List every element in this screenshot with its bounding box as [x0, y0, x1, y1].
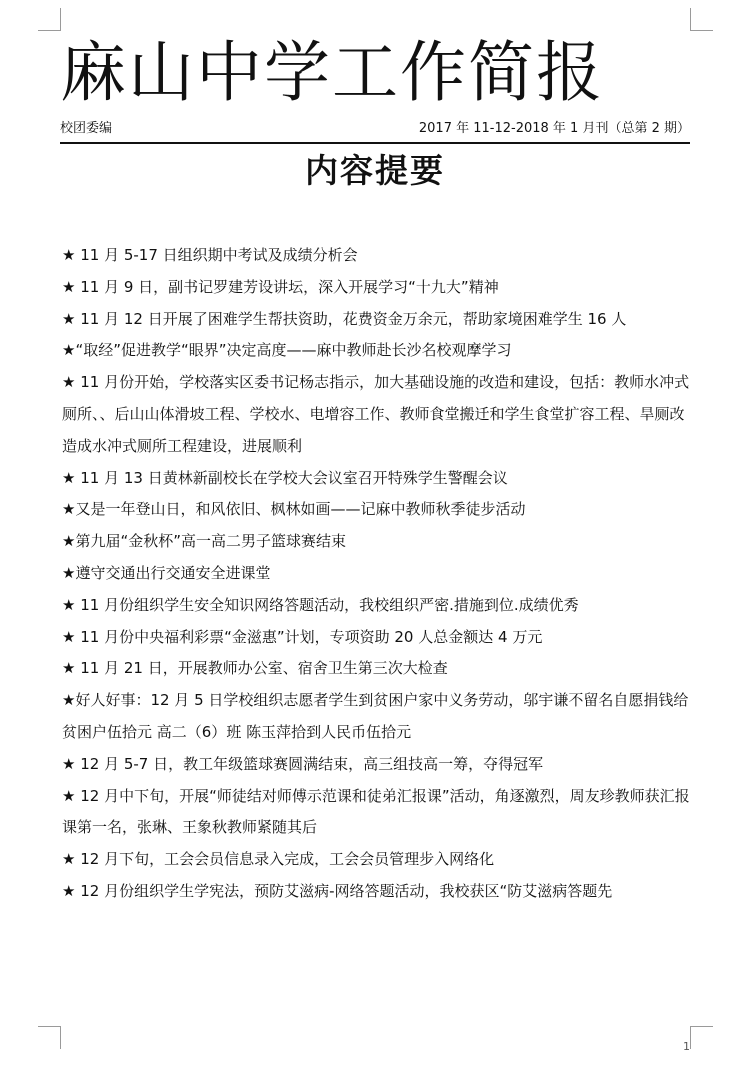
summary-item-text: 第九届“金秋杯”高一高二男子篮球赛结束 — [75, 532, 346, 551]
summary-item-text: 12 月下旬，工会会员信息录入完成，工会会员管理步入网络化 — [75, 850, 495, 869]
summary-item — [62, 494, 698, 526]
summary-item-text: 11 月份开始，学校落实区委书记杨志指示，加大基础设施的改造和建设，包括：教师水冲式厕所、、后山山体滑坡工程、学校水、电增容工作、教师食堂搬迁和学生食堂扩容工程、旱厕改造成水冲式厕所工程建设，进展顺利 — [62, 373, 690, 455]
summary-item — [62, 463, 698, 495]
summary-item-text: 11 月份中央福利彩票“金滋惠”计划，专项资助 20 人总金额达 4 万元 — [75, 627, 543, 646]
summary-item-text: 11 月 13 日黄林新副校长在学校大会议室召开特殊学生警醒会议 — [75, 468, 508, 487]
summary-item — [62, 781, 698, 845]
summary-item — [62, 685, 698, 749]
star-bullet-icon: ★ — [62, 341, 76, 360]
crop-mark-top-left — [38, 8, 61, 31]
summary-item-text: 遵守交通出行交通安全进课堂 — [75, 563, 271, 582]
summary-item-text: 12 月中下旬，开展“师徒结对师傅示范课和徒弟汇报课”活动，角逐激烈，周友珍教师获汇报课第一名，张琳、王象秋教师紧随其后 — [62, 786, 690, 837]
summary-item-text: 12 月份组织学生学宪法，预防艾滋病-网络答题活动，我校获区“防艾滋病答题先 — [75, 881, 613, 900]
star-bullet-icon: ★ — [62, 373, 76, 392]
summary-item-text: 11 月 12 日开展了困难学生帮扶资助，花费资金万余元，帮助家境困难学生 16 人 — [75, 309, 627, 328]
summary-item-text: “取经”促进教学“眼界”决定高度——麻中教师赴长沙名校观摩学习 — [75, 341, 512, 360]
summary-item — [62, 304, 698, 336]
page-number: 1 — [683, 1040, 690, 1053]
issue-label: 2017 年 11-12-2018 年 1 月刊（总第 2 期） — [418, 121, 690, 136]
header-rule — [60, 142, 690, 144]
star-bullet-icon: ★ — [62, 246, 76, 264]
star-bullet-icon: ★ — [62, 500, 76, 519]
summary-item — [62, 558, 698, 590]
star-bullet-icon: ★ — [62, 309, 76, 328]
star-bullet-icon: ★ — [62, 468, 76, 487]
section-title: 内容提要 — [305, 151, 445, 190]
crop-mark-bottom-right — [690, 1026, 713, 1049]
summary-item — [62, 367, 698, 462]
issue-meta-row — [60, 118, 690, 140]
summary-item-text: 好人好事：12 月 5 日学校组织志愿者学生到贫困户家中义务劳动，邬宇谦不留名自愿捐钱给贫困户伍拾元 高二（6）班 陈玉萍拾到人民币伍拾元 — [62, 691, 689, 741]
summary-item — [62, 272, 698, 304]
star-bullet-icon: ★ — [62, 691, 76, 710]
star-bullet-icon: ★ — [62, 754, 76, 773]
star-bullet-icon: ★ — [62, 563, 76, 582]
summary-item-text: 11 月 21 日，开展教师办公室、宿舍卫生第三次大检查 — [75, 659, 448, 678]
star-bullet-icon: ★ — [62, 277, 76, 296]
summary-item-text: 11 月 5-17 日组织期中考试及成绩分析会 — [75, 246, 358, 264]
star-bullet-icon: ★ — [62, 850, 76, 869]
summary-item — [62, 622, 698, 654]
summary-item — [62, 844, 698, 876]
summary-item — [62, 526, 698, 558]
star-bullet-icon: ★ — [62, 627, 76, 646]
summary-list — [62, 240, 698, 908]
summary-item-text: 11 月份组织学生安全知识网络答题活动，我校组织严密.措施到位.成绩优秀 — [75, 595, 579, 614]
summary-item-text: 又是一年登山日，和风依旧、枫林如画——记麻中教师秋季徒步活动 — [75, 500, 526, 519]
crop-mark-bottom-left — [38, 1026, 61, 1049]
summary-item — [62, 590, 698, 622]
summary-item-text: 12 月 5-7 日，教工年级篮球赛圆满结束，高三组技高一筹，夺得冠军 — [75, 754, 544, 773]
star-bullet-icon: ★ — [62, 786, 76, 805]
summary-item-text: 11 月 9 日，副书记罗建芳设讲坛，深入开展学习“十九大”精神 — [75, 277, 499, 296]
star-bullet-icon: ★ — [62, 532, 76, 551]
newsletter-masthead: 麻山中学工作简报 — [60, 34, 604, 111]
crop-mark-top-right — [690, 8, 713, 31]
summary-item — [62, 876, 698, 908]
summary-item — [62, 653, 698, 685]
summary-item — [62, 335, 698, 367]
summary-item — [62, 240, 698, 272]
summary-item — [62, 749, 698, 781]
star-bullet-icon: ★ — [62, 659, 76, 678]
editor-label: 校团委编 — [60, 121, 113, 136]
star-bullet-icon: ★ — [62, 881, 76, 900]
star-bullet-icon: ★ — [62, 595, 76, 614]
